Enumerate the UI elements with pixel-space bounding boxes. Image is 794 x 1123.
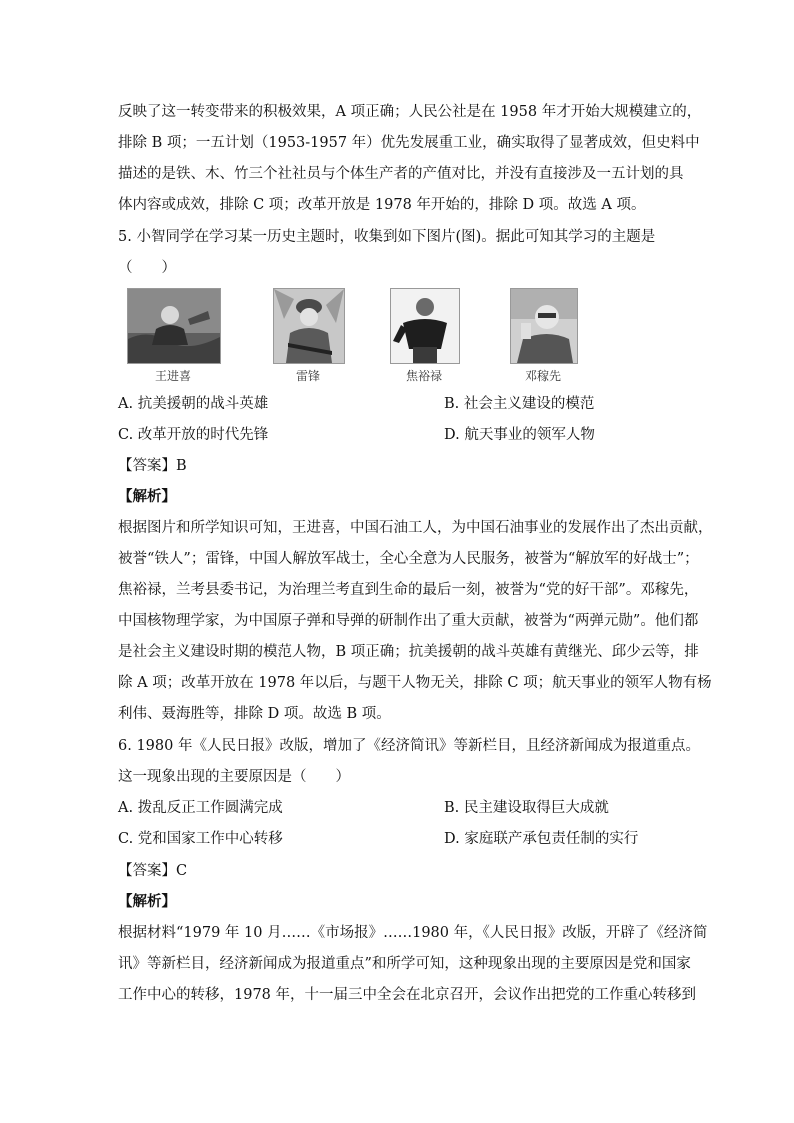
option-d: D. 家庭联产承包责任制的实行	[444, 831, 639, 847]
option-b: B. 民主建设取得巨大成就	[444, 800, 609, 816]
question-6-stem: 6. 1980 年《人民日报》改版，增加了《经济简讯》等新栏目，且经济新闻成为报道重点。	[118, 738, 700, 754]
analysis-line: 体内容或成效，排除 C 项；改革开放是 1978 年开始的，排除 D 项。故选 A 项。	[118, 197, 646, 213]
analysis-line: 利伟、聂海胜等，排除 D 项。故选 B 项。	[118, 706, 391, 722]
analysis-line: 排除 B 项；一五计划（1953-1957 年）优先发展重工业，确实取得了显著成效，但史料中	[118, 135, 700, 151]
analysis-line: 是社会主义建设时期的模范人物，B 项正确；抗美援朝的战斗英雄有黄继光、邱少云等，排	[118, 644, 699, 660]
photo-deng-jiaxian	[510, 288, 578, 364]
analysis-line: 焦裕禄，兰考县委书记，为治理兰考直到生命的最后一刻，被誉为“党的好干部”。邓稼先，	[118, 582, 699, 598]
analysis-line: 工作中心的转移，1978 年，十一届三中全会在北京召开，会议作出把党的工作重心转移到	[118, 987, 697, 1003]
option-a: A. 拨乱反正工作圆满完成	[118, 800, 283, 816]
photo-caption: 王进喜	[154, 369, 191, 383]
photo-jiao-yulu	[390, 288, 460, 364]
photo-wang-jinxi	[127, 288, 221, 364]
analysis-line: 被誉“铁人”；雷锋，中国人解放军战士，全心全意为人民服务，被誉为“解放军的好战士”；	[118, 551, 699, 567]
option-b: B. 社会主义建设的模范	[444, 396, 595, 412]
photo-caption: 焦裕禄	[405, 369, 442, 383]
analysis-heading: 【解析】	[118, 488, 176, 505]
option-c: C. 党和国家工作中心转移	[118, 831, 283, 847]
analysis-line: 根据材料“1979 年 10 月……《市场报》……1980 年，《人民日报》改版，开辟了《经济简	[118, 925, 708, 941]
analysis-line: 讯》等新栏目，经济新闻成为报道重点”和所学可知，这种现象出现的主要原因是党和国家	[118, 956, 691, 972]
analysis-line: 反映了这一转变带来的积极效果，A 项正确；人民公社是在 1958 年才开始大规模建立的，	[118, 104, 702, 120]
question-6-stem: 这一现象出现的主要原因是（ ）	[118, 769, 350, 785]
answer: 【答案】B	[118, 458, 187, 474]
analysis-heading: 【解析】	[118, 893, 176, 910]
analysis-line: 根据图片和所学知识可知，王进喜，中国石油工人，为中国石油事业的发展作出了杰出贡献，	[118, 520, 713, 536]
photo-caption: 邓稼先	[524, 369, 561, 383]
analysis-line: 除 A 项；改革开放在 1978 年以后，与题干人物无关，排除 C 项；航天事业的领军人物有杨	[118, 675, 712, 691]
question-5-blank: （ ）	[118, 260, 176, 276]
option-a: A. 抗美援朝的战斗英雄	[118, 396, 269, 412]
photo-caption: 雷锋	[295, 369, 320, 383]
option-d: D. 航天事业的领军人物	[444, 427, 595, 443]
option-c: C. 改革开放的时代先锋	[118, 427, 269, 443]
analysis-line: 中国核物理学家，为中国原子弹和导弹的研制作出了重大贡献，被誉为“两弹元勋”。他们都	[118, 613, 699, 629]
analysis-line: 描述的是铁、木、竹三个社社员与个体生产者的产值对比，并没有直接涉及一五计划的具	[118, 166, 684, 182]
answer: 【答案】C	[118, 863, 188, 879]
question-5-stem: 5. 小智同学在学习某一历史主题时，收集到如下图片(图)。据此可知其学习的主题是	[118, 229, 656, 245]
photo-lei-feng	[273, 288, 345, 364]
